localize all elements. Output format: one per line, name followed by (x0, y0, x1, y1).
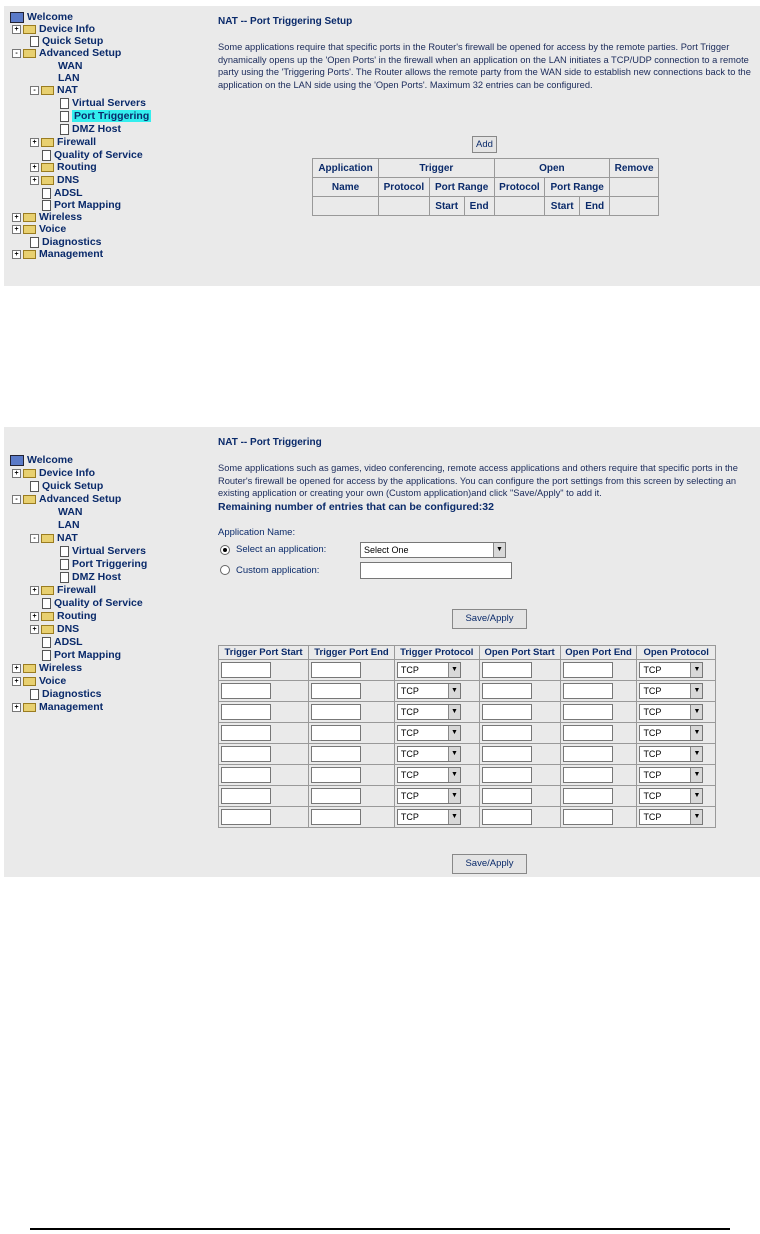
expand-icon[interactable]: + (30, 163, 39, 172)
chevron-down-icon: ▼ (690, 747, 702, 761)
trigger-port-end-input[interactable] (311, 662, 361, 678)
folder-icon (41, 586, 54, 595)
collapse-icon[interactable]: - (12, 49, 21, 58)
chevron-down-icon: ▼ (448, 789, 460, 803)
page-description: Some applications such as games, video conferencing, remote access applications and others require that specific ports in the Router's firewall be opened for access by the applications. You can configure the port settings from this screen by selecting an existing application or creating your own (Custom application)and click "Save/Apply" to add it. (218, 463, 738, 498)
trigger-port-end-input[interactable] (311, 704, 361, 720)
table-row (219, 660, 716, 681)
save-apply-button-top[interactable]: Save/Apply (452, 609, 527, 629)
tree-item-port-triggering[interactable]: Port Triggering (60, 110, 151, 122)
table-row (219, 702, 716, 723)
open-protocol-select[interactable]: TCP ▼ (639, 704, 703, 720)
trigger-protocol-select[interactable]: TCP ▼ (397, 788, 461, 804)
col-trigger-port-end: Trigger Port End (309, 646, 395, 660)
col-trigger-port-start: Trigger Port Start (219, 646, 309, 660)
port-triggering-add-screen (4, 427, 760, 877)
chevron-down-icon: ▼ (448, 810, 460, 824)
trigger-protocol-select[interactable]: TCP ▼ (397, 704, 461, 720)
trigger-protocol-select[interactable]: TCP ▼ (397, 809, 461, 825)
page-icon (30, 237, 39, 248)
page-icon (42, 150, 51, 161)
page-icon (30, 481, 39, 492)
open-protocol-select[interactable]: TCP ▼ (639, 725, 703, 741)
trigger-protocol-select[interactable]: TCP ▼ (397, 725, 461, 741)
trigger-port-start-input[interactable] (221, 746, 271, 762)
open-protocol-select[interactable]: TCP ▼ (639, 746, 703, 762)
tree-item-virtual-servers[interactable]: Virtual Servers (60, 97, 146, 109)
open-port-start-input[interactable] (482, 809, 532, 825)
header-trigger-end: End (464, 197, 494, 216)
port-triggering-table (312, 158, 659, 216)
expand-icon[interactable]: + (30, 625, 39, 634)
open-port-end-input[interactable] (563, 704, 613, 720)
trigger-port-end-input[interactable] (311, 788, 361, 804)
tree-item-port-mapping[interactable]: Port Mapping (42, 649, 121, 661)
folder-open-icon (41, 86, 54, 95)
table-row (219, 807, 716, 828)
tree-item-adsl[interactable]: ADSL (42, 636, 83, 648)
folder-open-icon (41, 534, 54, 543)
page-title: NAT -- Port Triggering (218, 437, 322, 448)
table-row (219, 765, 716, 786)
folder-icon (23, 225, 36, 234)
trigger-protocol-select[interactable]: TCP ▼ (397, 662, 461, 678)
table-row (219, 744, 716, 765)
open-port-end-input[interactable] (563, 788, 613, 804)
tree-item-voice[interactable]: + Voice (12, 223, 66, 235)
expand-icon[interactable]: + (12, 664, 21, 673)
page-icon (60, 572, 69, 583)
folder-icon (41, 176, 54, 185)
chevron-down-icon: ▼ (690, 810, 702, 824)
tree-item-advanced-setup[interactable]: - Advanced Setup (12, 493, 121, 505)
page-icon (42, 598, 51, 609)
footer-divider (30, 1228, 730, 1230)
select-application-row: Select an application: Select One ▼ (220, 542, 754, 558)
open-port-end-input[interactable] (563, 683, 613, 699)
open-protocol-select[interactable]: TCP ▼ (639, 788, 703, 804)
header-open: Open (494, 159, 610, 178)
trigger-port-end-input[interactable] (311, 683, 361, 699)
tree-item-port-triggering[interactable]: Port Triggering (60, 558, 147, 570)
header-open-protocol: Protocol (494, 178, 545, 197)
custom-application-radio[interactable] (220, 565, 230, 575)
page-icon (42, 200, 51, 211)
page-icon (60, 559, 69, 570)
page-icon (30, 689, 39, 700)
page-icon (30, 36, 39, 47)
col-open-port-end: Open Port End (560, 646, 637, 660)
trigger-port-start-input[interactable] (221, 683, 271, 699)
trigger-port-start-input[interactable] (221, 809, 271, 825)
tree-item-dmz-host[interactable]: DMZ Host (60, 123, 121, 135)
page-icon (42, 188, 51, 199)
tree-item-welcome[interactable]: Welcome (10, 11, 73, 23)
chevron-down-icon: ▼ (690, 789, 702, 803)
page-icon (42, 650, 51, 661)
open-port-start-input[interactable] (482, 725, 532, 741)
tree-item-dns[interactable]: + DNS (30, 174, 79, 186)
tree-item-virtual-servers[interactable]: Virtual Servers (60, 545, 146, 557)
open-port-end-input[interactable] (563, 809, 613, 825)
tree-item-management[interactable]: + Management (12, 248, 103, 260)
expand-icon[interactable]: + (12, 25, 21, 34)
computer-icon (10, 12, 24, 23)
expand-icon[interactable]: + (12, 677, 21, 686)
chevron-down-icon: ▼ (448, 747, 460, 761)
open-port-start-input[interactable] (482, 788, 532, 804)
open-port-start-input[interactable] (482, 662, 532, 678)
page-icon (60, 98, 69, 109)
application-select[interactable]: Select One ▼ (360, 542, 506, 558)
open-protocol-select[interactable]: TCP ▼ (639, 767, 703, 783)
tree-item-quick-setup[interactable]: Quick Setup (30, 480, 103, 492)
folder-icon (23, 703, 36, 712)
page-icon (60, 111, 69, 122)
open-port-end-input[interactable] (563, 662, 613, 678)
tree-item-firewall[interactable]: + Firewall (30, 584, 96, 596)
folder-open-icon (23, 49, 36, 58)
header-trigger-protocol: Protocol (379, 178, 430, 197)
page-title: NAT -- Port Triggering Setup (218, 16, 353, 27)
chevron-down-icon: ▼ (448, 726, 460, 740)
trigger-port-end-input[interactable] (311, 809, 361, 825)
open-port-end-input[interactable] (563, 746, 613, 762)
trigger-protocol-select[interactable]: TCP ▼ (397, 683, 461, 699)
folder-icon (41, 612, 54, 621)
col-open-protocol: Open Protocol (637, 646, 716, 660)
custom-application-input[interactable] (360, 562, 512, 579)
computer-icon (10, 455, 24, 466)
trigger-port-start-input[interactable] (221, 704, 271, 720)
page-icon (60, 546, 69, 557)
tree-item-wireless[interactable]: + Wireless (12, 662, 82, 674)
collapse-icon[interactable]: - (30, 86, 39, 95)
header-open-port-range: Port Range (545, 178, 610, 197)
tree-item-nat[interactable]: - NAT (30, 84, 78, 96)
col-trigger-protocol: Trigger Protocol (394, 646, 479, 660)
open-protocol-select[interactable]: TCP ▼ (639, 662, 703, 678)
tree-item-firewall[interactable]: + Firewall (30, 136, 96, 148)
folder-icon (41, 138, 54, 147)
trigger-port-end-input[interactable] (311, 725, 361, 741)
table-row (219, 786, 716, 807)
chevron-down-icon: ▼ (448, 684, 460, 698)
col-open-port-start: Open Port Start (479, 646, 560, 660)
open-protocol-select[interactable]: TCP ▼ (639, 809, 703, 825)
expand-icon[interactable]: + (12, 225, 21, 234)
expand-icon[interactable]: + (30, 586, 39, 595)
chevron-down-icon: ▼ (690, 705, 702, 719)
header-application: Application (313, 159, 379, 178)
trigger-entries-table (218, 645, 716, 828)
tree-item-wan[interactable]: WAN (58, 60, 83, 72)
tree-item-dns[interactable]: + DNS (30, 623, 79, 635)
trigger-port-start-input[interactable] (221, 725, 271, 741)
tree-item-diagnostics[interactable]: Diagnostics (30, 236, 102, 248)
open-port-end-input[interactable] (563, 725, 613, 741)
tree-item-device-info[interactable]: + Device Info (12, 23, 95, 35)
trigger-protocol-select[interactable]: TCP ▼ (397, 746, 461, 762)
folder-icon (23, 677, 36, 686)
tree-item-routing[interactable]: + Routing (30, 161, 97, 173)
tree-item-lan[interactable]: LAN (58, 72, 80, 84)
collapse-icon[interactable]: - (12, 495, 21, 504)
tree-item-port-mapping[interactable]: Port Mapping (42, 199, 121, 211)
expand-icon[interactable]: + (30, 612, 39, 621)
folder-icon (41, 163, 54, 172)
open-protocol-select[interactable]: TCP ▼ (639, 683, 703, 699)
save-apply-button-bottom[interactable]: Save/Apply (452, 854, 527, 874)
port-triggering-setup-screen (4, 6, 760, 286)
expand-icon[interactable]: + (12, 213, 21, 222)
tree-item-lan[interactable]: LAN (58, 519, 80, 531)
page-icon (42, 637, 51, 648)
tree-item-dmz-host[interactable]: DMZ Host (60, 571, 121, 583)
tree-item-advanced-setup[interactable]: - Advanced Setup (12, 47, 121, 59)
page-icon (60, 124, 69, 135)
trigger-port-start-input[interactable] (221, 662, 271, 678)
open-port-start-input[interactable] (482, 683, 532, 699)
folder-icon (23, 250, 36, 259)
chevron-down-icon: ▼ (493, 543, 505, 557)
header-trigger-start: Start (429, 197, 464, 216)
expand-icon[interactable]: + (12, 250, 21, 259)
trigger-port-end-input[interactable] (311, 767, 361, 783)
open-port-end-input[interactable] (563, 767, 613, 783)
collapse-icon[interactable]: - (30, 534, 39, 543)
tree-item-nat[interactable]: - NAT (30, 532, 78, 544)
custom-application-row: Custom application: (220, 562, 754, 579)
trigger-protocol-select[interactable]: TCP ▼ (397, 767, 461, 783)
tree-item-qos[interactable]: Quality of Service (42, 597, 143, 609)
tree-item-wireless[interactable]: + Wireless (12, 211, 82, 223)
chevron-down-icon: ▼ (448, 768, 460, 782)
tree-item-welcome[interactable]: Welcome (10, 454, 73, 466)
tree-item-quick-setup[interactable]: Quick Setup (30, 35, 103, 47)
tree-item-management[interactable]: + Management (12, 701, 103, 713)
folder-icon (23, 664, 36, 673)
chevron-down-icon: ▼ (448, 705, 460, 719)
chevron-down-icon: ▼ (690, 768, 702, 782)
table-row (219, 681, 716, 702)
chevron-down-icon: ▼ (690, 663, 702, 677)
page-description: Some applications require that specific ports in the Router's firewall be opened for access by the remote parties. Port Trigger dynamically opens up the 'Open Ports' in the firewall when an application on the LAN initiates a TCP/UDP connection to a remote party using the 'Triggering Ports'. The Router allows the remote party from the WAN side to establish new connections back to the application on the LAN side using the 'Open Ports'. Maximum 32 entries can be configured. (218, 42, 751, 90)
folder-icon (23, 213, 36, 222)
chevron-down-icon: ▼ (448, 663, 460, 677)
header-trigger: Trigger (379, 159, 495, 178)
tree-item-diagnostics[interactable]: Diagnostics (30, 688, 102, 700)
expand-icon[interactable]: + (12, 469, 21, 478)
trigger-port-start-input[interactable] (221, 767, 271, 783)
folder-icon (23, 469, 36, 478)
application-name-label: Application Name: (218, 526, 296, 538)
tree-item-voice[interactable]: + Voice (12, 675, 66, 687)
header-open-start: Start (545, 197, 580, 216)
open-port-start-input[interactable] (482, 746, 532, 762)
tree-item-qos[interactable]: Quality of Service (42, 149, 143, 161)
folder-icon (41, 625, 54, 634)
folder-open-icon (23, 495, 36, 504)
tree-item-adsl[interactable]: ADSL (42, 187, 83, 199)
trigger-port-end-input[interactable] (311, 746, 361, 762)
header-open-end: End (580, 197, 610, 216)
header-name: Name (313, 178, 379, 197)
folder-icon (23, 25, 36, 34)
tree-item-device-info[interactable]: + Device Info (12, 467, 95, 479)
table-row (219, 723, 716, 744)
tree-item-routing[interactable]: + Routing (30, 610, 97, 622)
trigger-port-start-input[interactable] (221, 788, 271, 804)
add-button[interactable]: Add (472, 136, 497, 153)
open-port-start-input[interactable] (482, 767, 532, 783)
chevron-down-icon: ▼ (690, 684, 702, 698)
remaining-entries: Remaining number of entries that can be configured:32 (218, 500, 494, 513)
tree-item-wan[interactable]: WAN (58, 506, 83, 518)
expand-icon[interactable]: + (12, 703, 21, 712)
expand-icon[interactable]: + (30, 176, 39, 185)
header-trigger-port-range: Port Range (429, 178, 494, 197)
expand-icon[interactable]: + (30, 138, 39, 147)
open-port-start-input[interactable] (482, 704, 532, 720)
header-remove: Remove (610, 159, 659, 178)
chevron-down-icon: ▼ (690, 726, 702, 740)
select-application-radio[interactable] (220, 545, 230, 555)
